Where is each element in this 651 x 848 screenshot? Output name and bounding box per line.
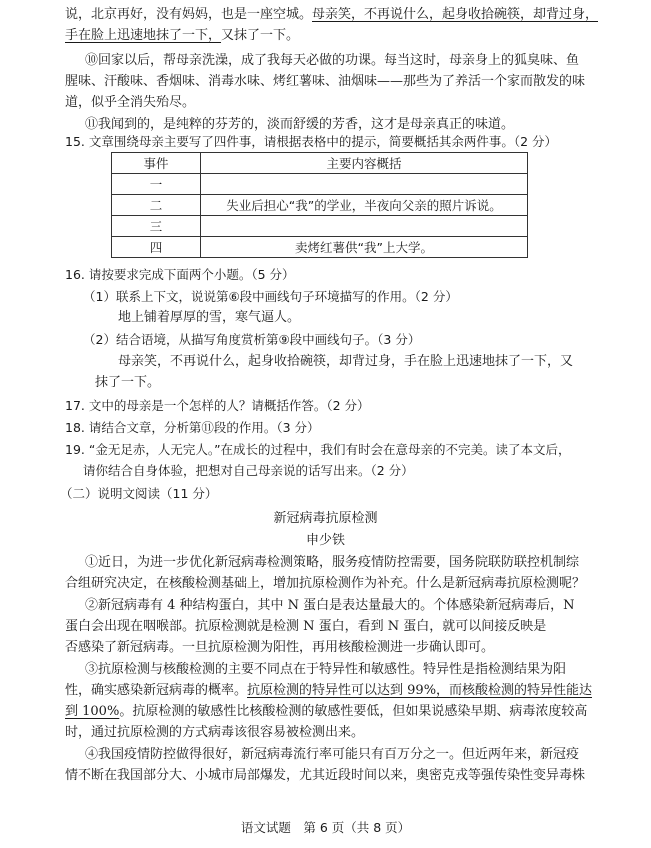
article-p1-line-1: ①近日，为进一步优化新冠病毒检测策略，服务疫情防控需要，国务院联防联控机制综 <box>85 555 580 570</box>
table-cell: 卖烤红薯供“我”上大学。 <box>201 237 528 258</box>
article-p1-line-2: 合组研究决定，在核酸检测基础上，增加抗原检测作为补充。什么是新冠病毒抗原检测呢？ <box>65 576 586 591</box>
table-header: 主要内容概括 <box>201 153 528 174</box>
table-cell: 二 <box>112 195 201 216</box>
table-cell: 失业后担心“我”的学业，半夜向父亲的照片诉说。 <box>201 195 528 216</box>
underlined-sentence: 手在脸上迅速地抹了一下， <box>65 28 222 43</box>
underlined-sentence: 母亲笑，不再说什么，起身收拾碗筷，却背过身， <box>312 7 599 22</box>
passage-line-2 <box>65 27 299 45</box>
question-16-2-quote-2: 抹了一下。 <box>95 375 161 390</box>
question-16-2: （2）结合语境，从描写角度赏析第⑨段中画线句子。（3 分） <box>83 332 421 347</box>
section-heading: （二）说明文阅读（11 分） <box>60 486 218 501</box>
question-16-2-quote-1: 母亲笑，不再说什么，起身收拾碗筷，却背过身，手在脸上迅速地抹了一下，又 <box>118 354 574 369</box>
article-p2-line-2: 蛋白会出现在咽喉部。抗原检测就是检测 N 蛋白，看到 N 蛋白，就可以间接反映是 <box>65 619 547 634</box>
article-p2-line-3: 否感染了新冠病毒。一旦抗原检测为阳性，再用核酸检测进一步确认即可。 <box>65 640 495 655</box>
question-16-1-quote: 地上铺着厚厚的雪，寒气逼人。 <box>118 310 301 325</box>
table-cell: 三 <box>112 216 201 237</box>
paragraph-10-line-3: 道，似乎全消失殆尽。 <box>65 95 196 110</box>
question-16: 16. 请按要求完成下面两个小题。（5 分） <box>65 267 295 282</box>
table-row <box>112 237 528 258</box>
question-18: 18. 请结合文章，分析第⑪段的作用。（3 分） <box>65 420 320 435</box>
article-p3-line-3 <box>65 703 587 721</box>
article-p4-line-2: 情不断在我国部分大、小城市局部爆发，尤其近段时间以来，奥密克戎等强传染性变异毒株 <box>65 768 586 783</box>
passage-line-1 <box>65 6 598 24</box>
answer-cell[interactable] <box>201 174 528 195</box>
question-15: 15. 文章围绕母亲主要写了四件事，请根据表格中的提示，简要概括其余两件事。（2 分） <box>65 134 558 149</box>
page-footer: 语文试题 第 6 页（共 8 页） <box>240 820 411 835</box>
answer-cell[interactable] <box>201 216 528 237</box>
article-text: 性，确实感染新冠病毒的概率。 <box>65 683 248 698</box>
table-header: 事件 <box>112 153 201 174</box>
paragraph-10-line-2: 腥味、汗酸味、香烟味、消毒水味、烤红薯味、油烟味——那些为了养活一个家而散发的味 <box>65 74 586 89</box>
article-title: 新冠病毒抗原检测 <box>273 511 378 526</box>
table-row <box>112 174 528 195</box>
question-19-line-1: 19. “金无足赤，人无完人。”在成长的过程中，我们有时会在意母亲的不完美。读了本文后， <box>65 442 571 457</box>
underlined-sentence: 到 100% <box>65 704 120 719</box>
article-p3-line-4: 时，通过抗原检测的方式病毒该很容易被检测出来。 <box>65 725 365 740</box>
passage-text: 说，北京再好，没有妈妈，也是一座空城。 <box>65 7 313 22</box>
table-cell: 一 <box>112 174 201 195</box>
article-text: 。抗原检测的敏感性比核酸检测的敏感性要低，但如果说感染早期、病毒浓度较高 <box>119 704 588 719</box>
paragraph-10-line-1: ⑩回家以后，帮母亲洗澡，成了我每天必做的功课。每当这时，母亲身上的狐臭味、鱼 <box>85 53 580 68</box>
table-cell: 四 <box>112 237 201 258</box>
passage-text: 又抹了一下。 <box>221 28 300 43</box>
article-p2-line-1: ②新冠病毒有 4 种结构蛋白，其中 N 蛋白是表达量最大的。个体感染新冠病毒后，N <box>85 598 575 613</box>
paragraph-11: ⑪我闻到的，是纯粹的芬芳的，淡而舒缓的芳香，这才是母亲真正的味道。 <box>85 117 515 132</box>
events-table <box>111 152 528 258</box>
question-17: 17. 文中的母亲是一个怎样的人？请概括作答。（2 分） <box>65 398 370 413</box>
article-author: 申少铁 <box>305 533 345 548</box>
article-p4-line-1: ④我国疫情防控做得很好，新冠病毒流行率可能只有百万分之一。但近两年来，新冠疫 <box>85 747 580 762</box>
question-19-line-2: 请你结合自身体验，把想对自己母亲说的话写出来。（2 分） <box>83 463 414 478</box>
question-16-1: （1）联系上下文，说说第⑥段中画线句子环境描写的作用。（2 分） <box>83 289 458 304</box>
table-header-row <box>112 153 528 174</box>
article-p3-line-1: ③抗原检测与核酸检测的主要不同点在于特异性和敏感性。特异性是指检测结果为阳 <box>85 662 567 677</box>
underlined-sentence: 抗原检测的特异性可以达到 99%，而核酸检测的特异性能达 <box>247 683 593 698</box>
table-row <box>112 216 528 237</box>
table-row <box>112 195 528 216</box>
article-p3-line-2 <box>65 682 592 700</box>
